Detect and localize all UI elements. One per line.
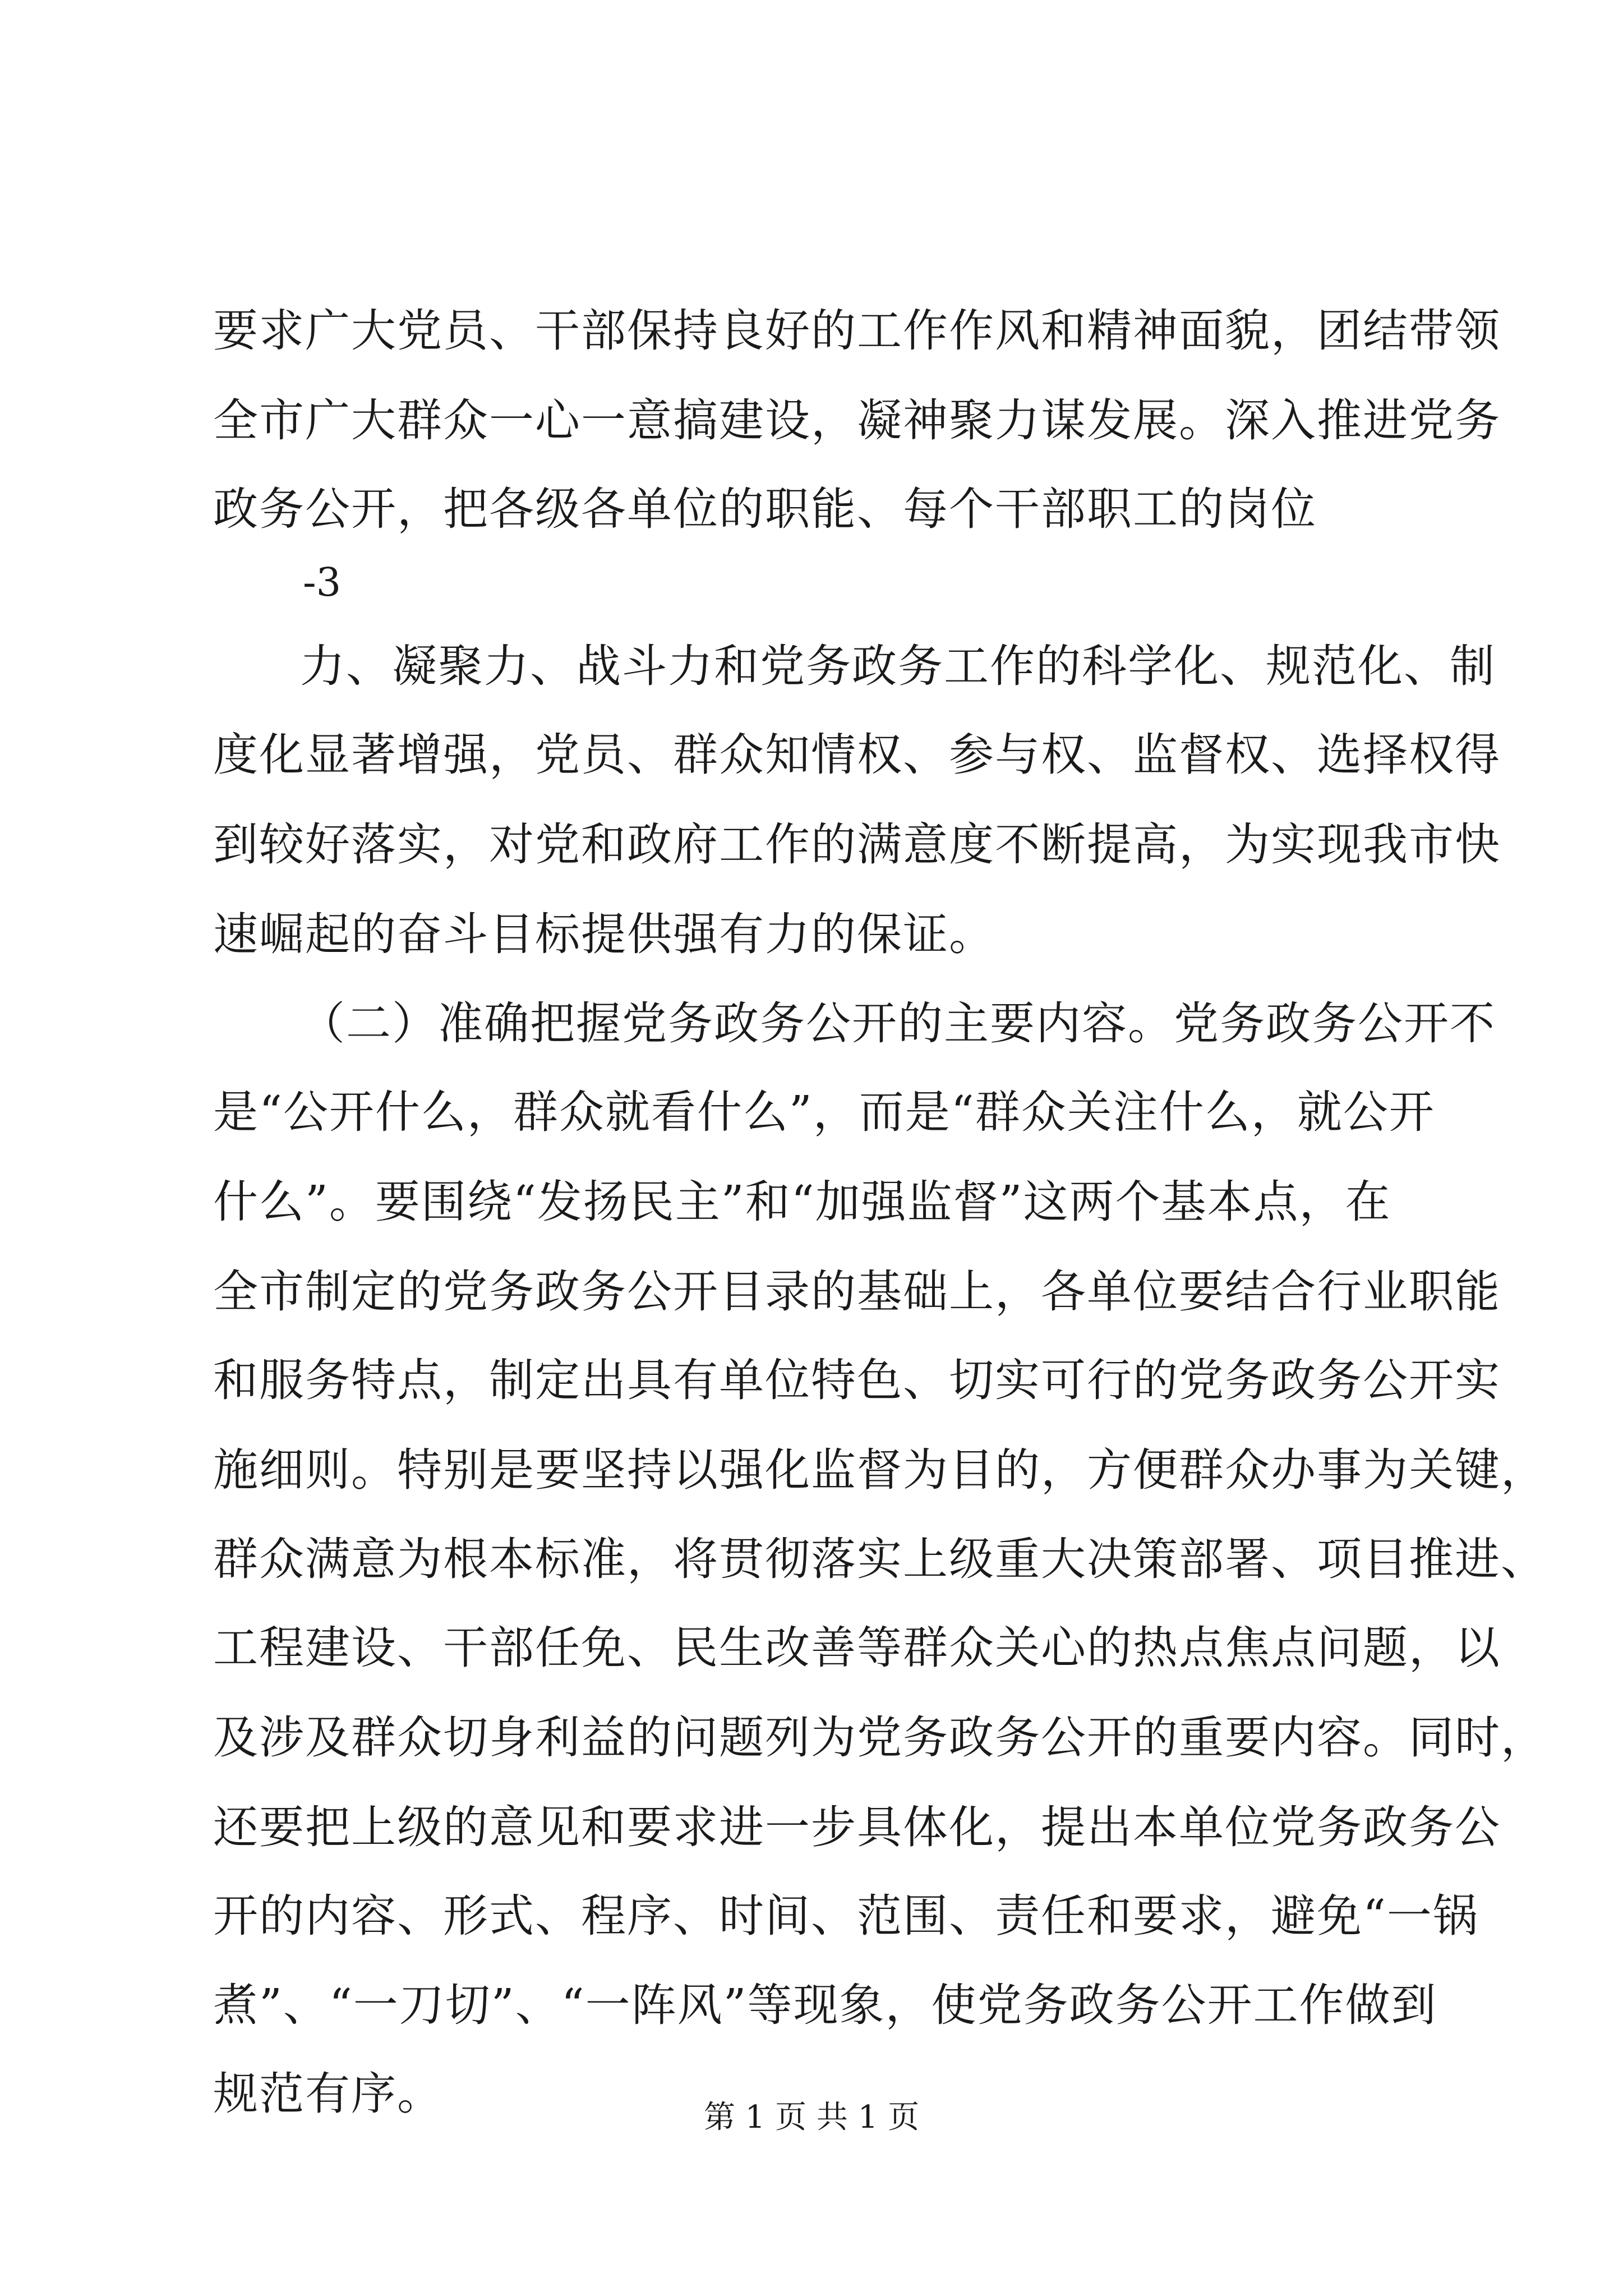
page-marker: -3: [303, 559, 342, 605]
paragraph-1-line-3: 政务公开，把各级各单位的职能、每个干部职工的岗位: [213, 483, 1317, 535]
paragraph-3-line-3: 什么”。要围绕“发扬民主”和“加强监督”这两个基本点，在: [213, 1176, 1391, 1228]
paragraph-3-line-7: 群众满意为根本标准，将贯彻落实上级重大决策部署、项目推进、: [213, 1533, 1547, 1585]
paragraph-2-line-1: 力、凝聚力、战斗力和党务政务工作的科学化、规范化、制: [300, 640, 1496, 692]
paragraph-3-line-2: 是“公开什么，群众就看什么”，而是“群众关注什么，就公开: [213, 1086, 1435, 1138]
paragraph-3-line-6: 施细则。特别是要坚持以强化监督为目的，方便群众办事为关键，: [213, 1444, 1547, 1496]
paragraph-2-line-3: 到较好落实，对党和政府工作的满意度不断提高，为实现我市快: [213, 818, 1501, 871]
paragraph-3-line-1: （二）准确把握党务政务公开的主要内容。党务政务公开不: [300, 997, 1496, 1050]
paragraph-2-line-4: 速崛起的奋斗目标提供强有力的保证。: [213, 908, 995, 960]
paragraph-3-line-8: 工程建设、干部任免、民生改善等群众关心的热点焦点问题，以: [213, 1622, 1501, 1674]
paragraph-3-line-13: 规范有序。: [213, 2068, 443, 2120]
paragraph-3-line-10: 还要把上级的意见和要求进一步具体化，提出本单位党务政务公: [213, 1801, 1501, 1853]
paragraph-3-line-5: 和服务特点，制定出具有单位特色、切实可行的党务政务公开实: [213, 1354, 1501, 1406]
paragraph-3-line-4: 全市制定的党务政务公开目录的基础上，各单位要结合行业职能: [213, 1266, 1501, 1318]
paragraph-3-line-11: 开的内容、形式、程序、时间、范围、责任和要求，避免“一锅: [213, 1890, 1479, 1942]
paragraph-1-line-1: 要求广大党员、干部保持良好的工作作风和精神面貌，团结带领: [213, 305, 1501, 357]
paragraph-1-line-2: 全市广大群众一心一意搞建设，凝神聚力谋发展。深入推进党务: [213, 394, 1501, 447]
paragraph-2-line-2: 度化显著增强，党员、群众知情权、参与权、监督权、选择权得: [213, 729, 1501, 781]
paragraph-3-line-12: 煮”、“一刀切”、“一阵风”等现象，使党务政务公开工作做到: [213, 1979, 1437, 2031]
paragraph-3-line-9: 及涉及群众切身利益的问题列为党务政务公开的重要内容。同时，: [213, 1711, 1547, 1764]
page-footer: 第 1 页 共 1 页: [703, 2099, 920, 2136]
